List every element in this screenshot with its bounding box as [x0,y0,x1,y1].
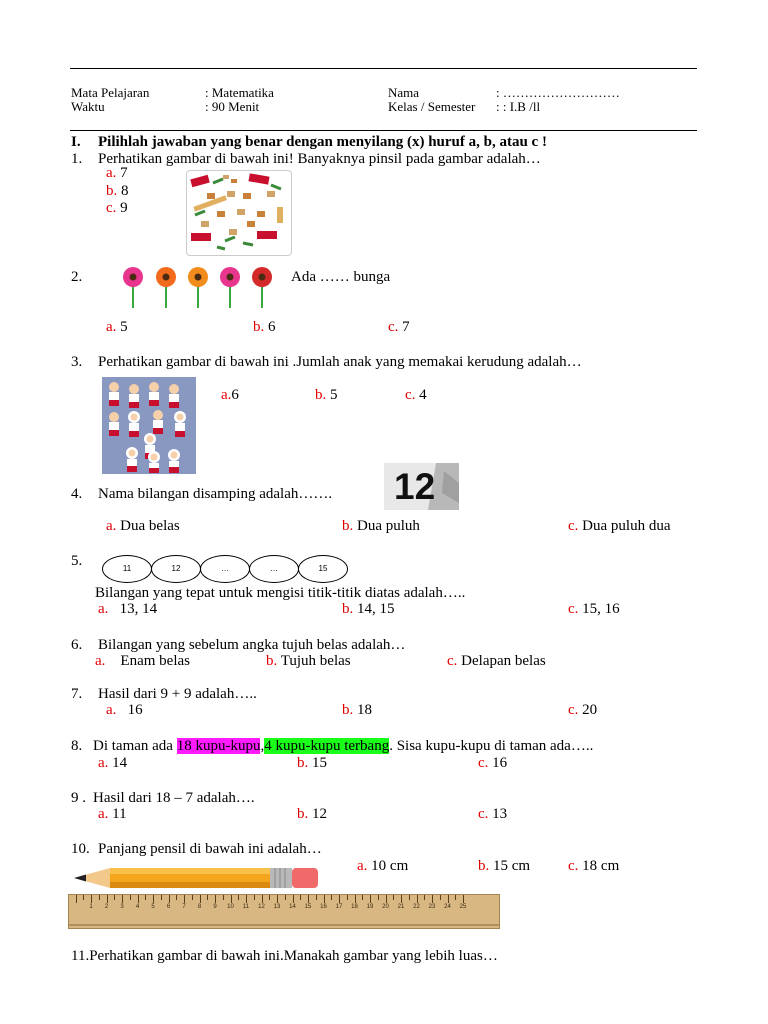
q3-option-c[interactable]: c. 4 [405,387,427,403]
header-rule [70,130,697,131]
q5-option-c[interactable]: c. 15, 16 [568,601,620,617]
q5-number: 5. [71,553,83,569]
ruler-minor-tick [153,895,154,903]
q2-text: Ada …… bunga [291,269,391,285]
ruler-tick-label: 23 [428,904,436,910]
ruler-minor-tick [417,895,418,903]
number-twelve-text: 12 [394,466,436,507]
ruler-minor-tick [463,895,464,903]
q10-option-c[interactable]: c. 18 cm [568,858,620,874]
q9-number: 9 . [71,790,86,806]
ruler-minor-tick [262,895,263,903]
ruler-tick-label: 13 [273,904,281,910]
q6-option-c[interactable]: c. Delapan belas [447,653,546,669]
q10-text: Panjang pensil di bawah ini adalah… [98,841,322,857]
ruler-minor-tick [231,895,232,903]
q10-option-a[interactable]: a. 10 cm [357,858,409,874]
ruler-tick-label: 16 [320,904,327,910]
ruler-tick-label: 12 [258,904,265,910]
ruler-tick-label: 3 [120,904,124,910]
time-label: Waktu [71,99,105,114]
q7-option-b[interactable]: b. 18 [342,702,372,718]
q6-text: Bilangan yang sebelum angka tujuh belas adalah… [98,637,406,653]
ruler-minor-tick [440,895,441,900]
q10-option-b[interactable]: b. 15 cm [478,858,531,874]
q9-text: Hasil dari 18 – 7 adalah…. [93,790,255,806]
ruler-minor-tick [432,895,433,903]
ruler-minor-tick [138,895,139,903]
q4-option-a[interactable]: a. Dua belas [106,518,180,534]
ruler-tick-label: 22 [413,904,420,910]
top-rule [70,68,697,69]
ruler-tick-label: 6 [166,904,171,910]
ruler-minor-tick [448,895,449,903]
ruler-tick-label: 19 [366,904,374,910]
ruler-minor-tick [99,895,100,900]
stationery-image [186,170,292,256]
class-label: Kelas / Semester [388,99,476,114]
q3-option-a[interactable]: a.6 [221,387,239,403]
ruler-minor-tick [331,895,332,900]
ruler-tick-label: 24 [444,904,451,910]
ruler-tick-label: 10 [227,904,234,910]
ruler-tick-label: 21 [397,904,405,910]
ruler-minor-tick [269,895,270,900]
ruler-minor-tick [246,895,247,903]
q4-number: 4. [71,486,83,502]
q10-number: 10. [71,841,90,857]
q3-text: Perhatikan gambar di bawah ini .Jumlah anak yang memakai kerudung adalah… [98,354,582,370]
ruler-minor-tick [386,895,387,903]
ruler-minor-tick [254,895,255,900]
ruler-minor-tick [277,895,278,903]
ruler-minor-tick [424,895,425,900]
ruler-minor-tick [409,895,410,900]
q4-text: Nama bilangan disamping adalah……. [98,486,333,502]
q8-option-a[interactable]: a. 14 [98,755,128,771]
q6-option-a[interactable]: a. Enam belas [95,653,190,669]
time-value: : 90 Menit [205,99,260,114]
ruler-minor-tick [300,895,301,900]
q1-number: 1. [71,151,83,167]
q3-number: 3. [71,354,83,370]
ruler-minor-tick [200,895,201,903]
ruler-minor-tick [285,895,286,900]
q7-text: Hasil dari 9 + 9 adalah….. [98,686,257,702]
ruler-minor-tick [347,895,348,900]
q7-option-c[interactable]: c. 20 [568,702,598,718]
q6-number: 6. [71,637,83,653]
ruler-minor-tick [324,895,325,903]
highlight-green: 4 kupu-kupu terbang [264,738,390,754]
ruler-minor-tick [215,895,216,903]
ruler-tick-label: 20 [382,904,389,910]
ruler-minor-tick [145,895,146,900]
class-value: : : I.B /ll [496,99,541,114]
q4-option-b[interactable]: b. Dua puluh [342,518,420,534]
ruler-minor-tick [76,895,77,903]
ruler-minor-tick [130,895,131,900]
q2-option-b[interactable]: b. 6 [253,319,276,335]
bubble-4: … [249,555,299,583]
q3-option-b[interactable]: b. 5 [315,387,338,403]
ruler-tick-label: 25 [459,904,467,910]
q2-number: 2. [71,269,83,285]
ruler-minor-tick [378,895,379,900]
pencil-image [74,866,320,890]
ruler-minor-tick [122,895,123,903]
ruler-tick-label: 8 [197,904,202,910]
ruler-minor-tick [238,895,239,900]
q6-option-b[interactable]: b. Tujuh belas [266,653,351,669]
children-image [102,377,196,474]
ruler-minor-tick [184,895,185,903]
highlight-pink: 18 kupu-kupu [176,738,261,754]
q9-option-b[interactable]: b. 12 [297,806,327,822]
q5-option-a[interactable]: a. 13, 14 [98,601,158,617]
ruler-tick-label: 1 [89,904,93,910]
ruler-tick-label: 14 [289,904,296,910]
number-twelve-image [384,463,459,510]
ruler-tick-label: 18 [351,904,358,910]
name-label: Nama [388,85,420,100]
section-title: Pilihlah jawaban yang benar dengan menyilang (x) huruf a, b, atau c ! [98,134,547,150]
ruler-tick-label: 9 [213,904,217,910]
q5-option-b[interactable]: b. 14, 15 [342,601,395,617]
q8-option-c[interactable]: c. 16 [478,755,508,771]
ruler-tick-label: 7 [182,904,186,910]
bubble-5: 15 [298,555,348,583]
ruler-minor-tick [107,895,108,903]
subject-label: Mata Pelajaran [71,85,150,100]
ruler-minor-tick [207,895,208,900]
ruler-minor-tick [169,895,170,903]
q4-option-c[interactable]: c. Dua puluh dua [568,518,671,534]
q9-option-a[interactable]: a. 11 [98,806,127,822]
ruler-minor-tick [308,895,309,903]
q8-number: 8. [71,738,83,754]
ruler-minor-tick [370,895,371,903]
q9-option-c[interactable]: c. 13 [478,806,508,822]
ruler-minor-tick [401,895,402,903]
q2-option-c[interactable]: c. 7 [388,319,410,335]
bubble-3: … [200,555,250,583]
q7-option-a[interactable]: a. 16 [106,702,143,718]
ruler-tick-label: 5 [151,904,155,910]
ruler-minor-tick [355,895,356,903]
section-number: I. [71,134,81,150]
ruler-tick-label: 15 [304,904,312,910]
ruler-minor-tick [293,895,294,903]
bubble-1: 11 [102,555,152,583]
bubble-2: 12 [151,555,201,583]
name-value: : ……………………… [496,85,620,100]
ruler-minor-tick [316,895,317,900]
q5-text: Bilangan yang tepat untuk mengisi titik-titik diatas adalah….. [95,585,466,601]
ruler-minor-tick [455,895,456,900]
ruler-tick-labels [69,895,499,928]
q8-option-b[interactable]: b. 15 [297,755,327,771]
ruler-minor-tick [176,895,177,900]
q1-option-a[interactable]: a. 7 [106,165,128,181]
ruler-minor-tick [91,895,92,903]
q11-text: 11.Perhatikan gambar di bawah ini.Manakah gambar yang lebih luas… [71,948,498,964]
q1-option-b[interactable]: b. 8 [106,183,129,199]
q1-option-c[interactable]: c. 9 [106,200,128,216]
ruler-minor-tick [339,895,340,903]
ruler-minor-tick [192,895,193,900]
ruler-minor-tick [362,895,363,900]
q7-number: 7. [71,686,83,702]
ruler-minor-tick [161,895,162,900]
ruler-tick-label: 17 [335,904,343,910]
subject-value: : Matematika [205,85,274,100]
ruler-tick-label: 11 [242,904,250,910]
q1-text: Perhatikan gambar di bawah ini! Banyaknya pinsil pada gambar adalah… [98,151,541,167]
ruler-tick-label: 2 [104,904,109,910]
ruler-image [68,894,500,929]
ruler-minor-tick [223,895,224,900]
ruler-minor-tick [83,895,84,900]
flowers-image [116,266,278,310]
ruler-tick-label: 4 [135,904,140,910]
q2-option-a[interactable]: a. 5 [106,319,128,335]
q8-text: Di taman ada 18 kupu-kupu,4 kupu-kupu terbang. Sisa kupu-kupu di taman ada….. [93,738,594,754]
ruler-minor-tick [114,895,115,900]
ruler-minor-tick [393,895,394,900]
